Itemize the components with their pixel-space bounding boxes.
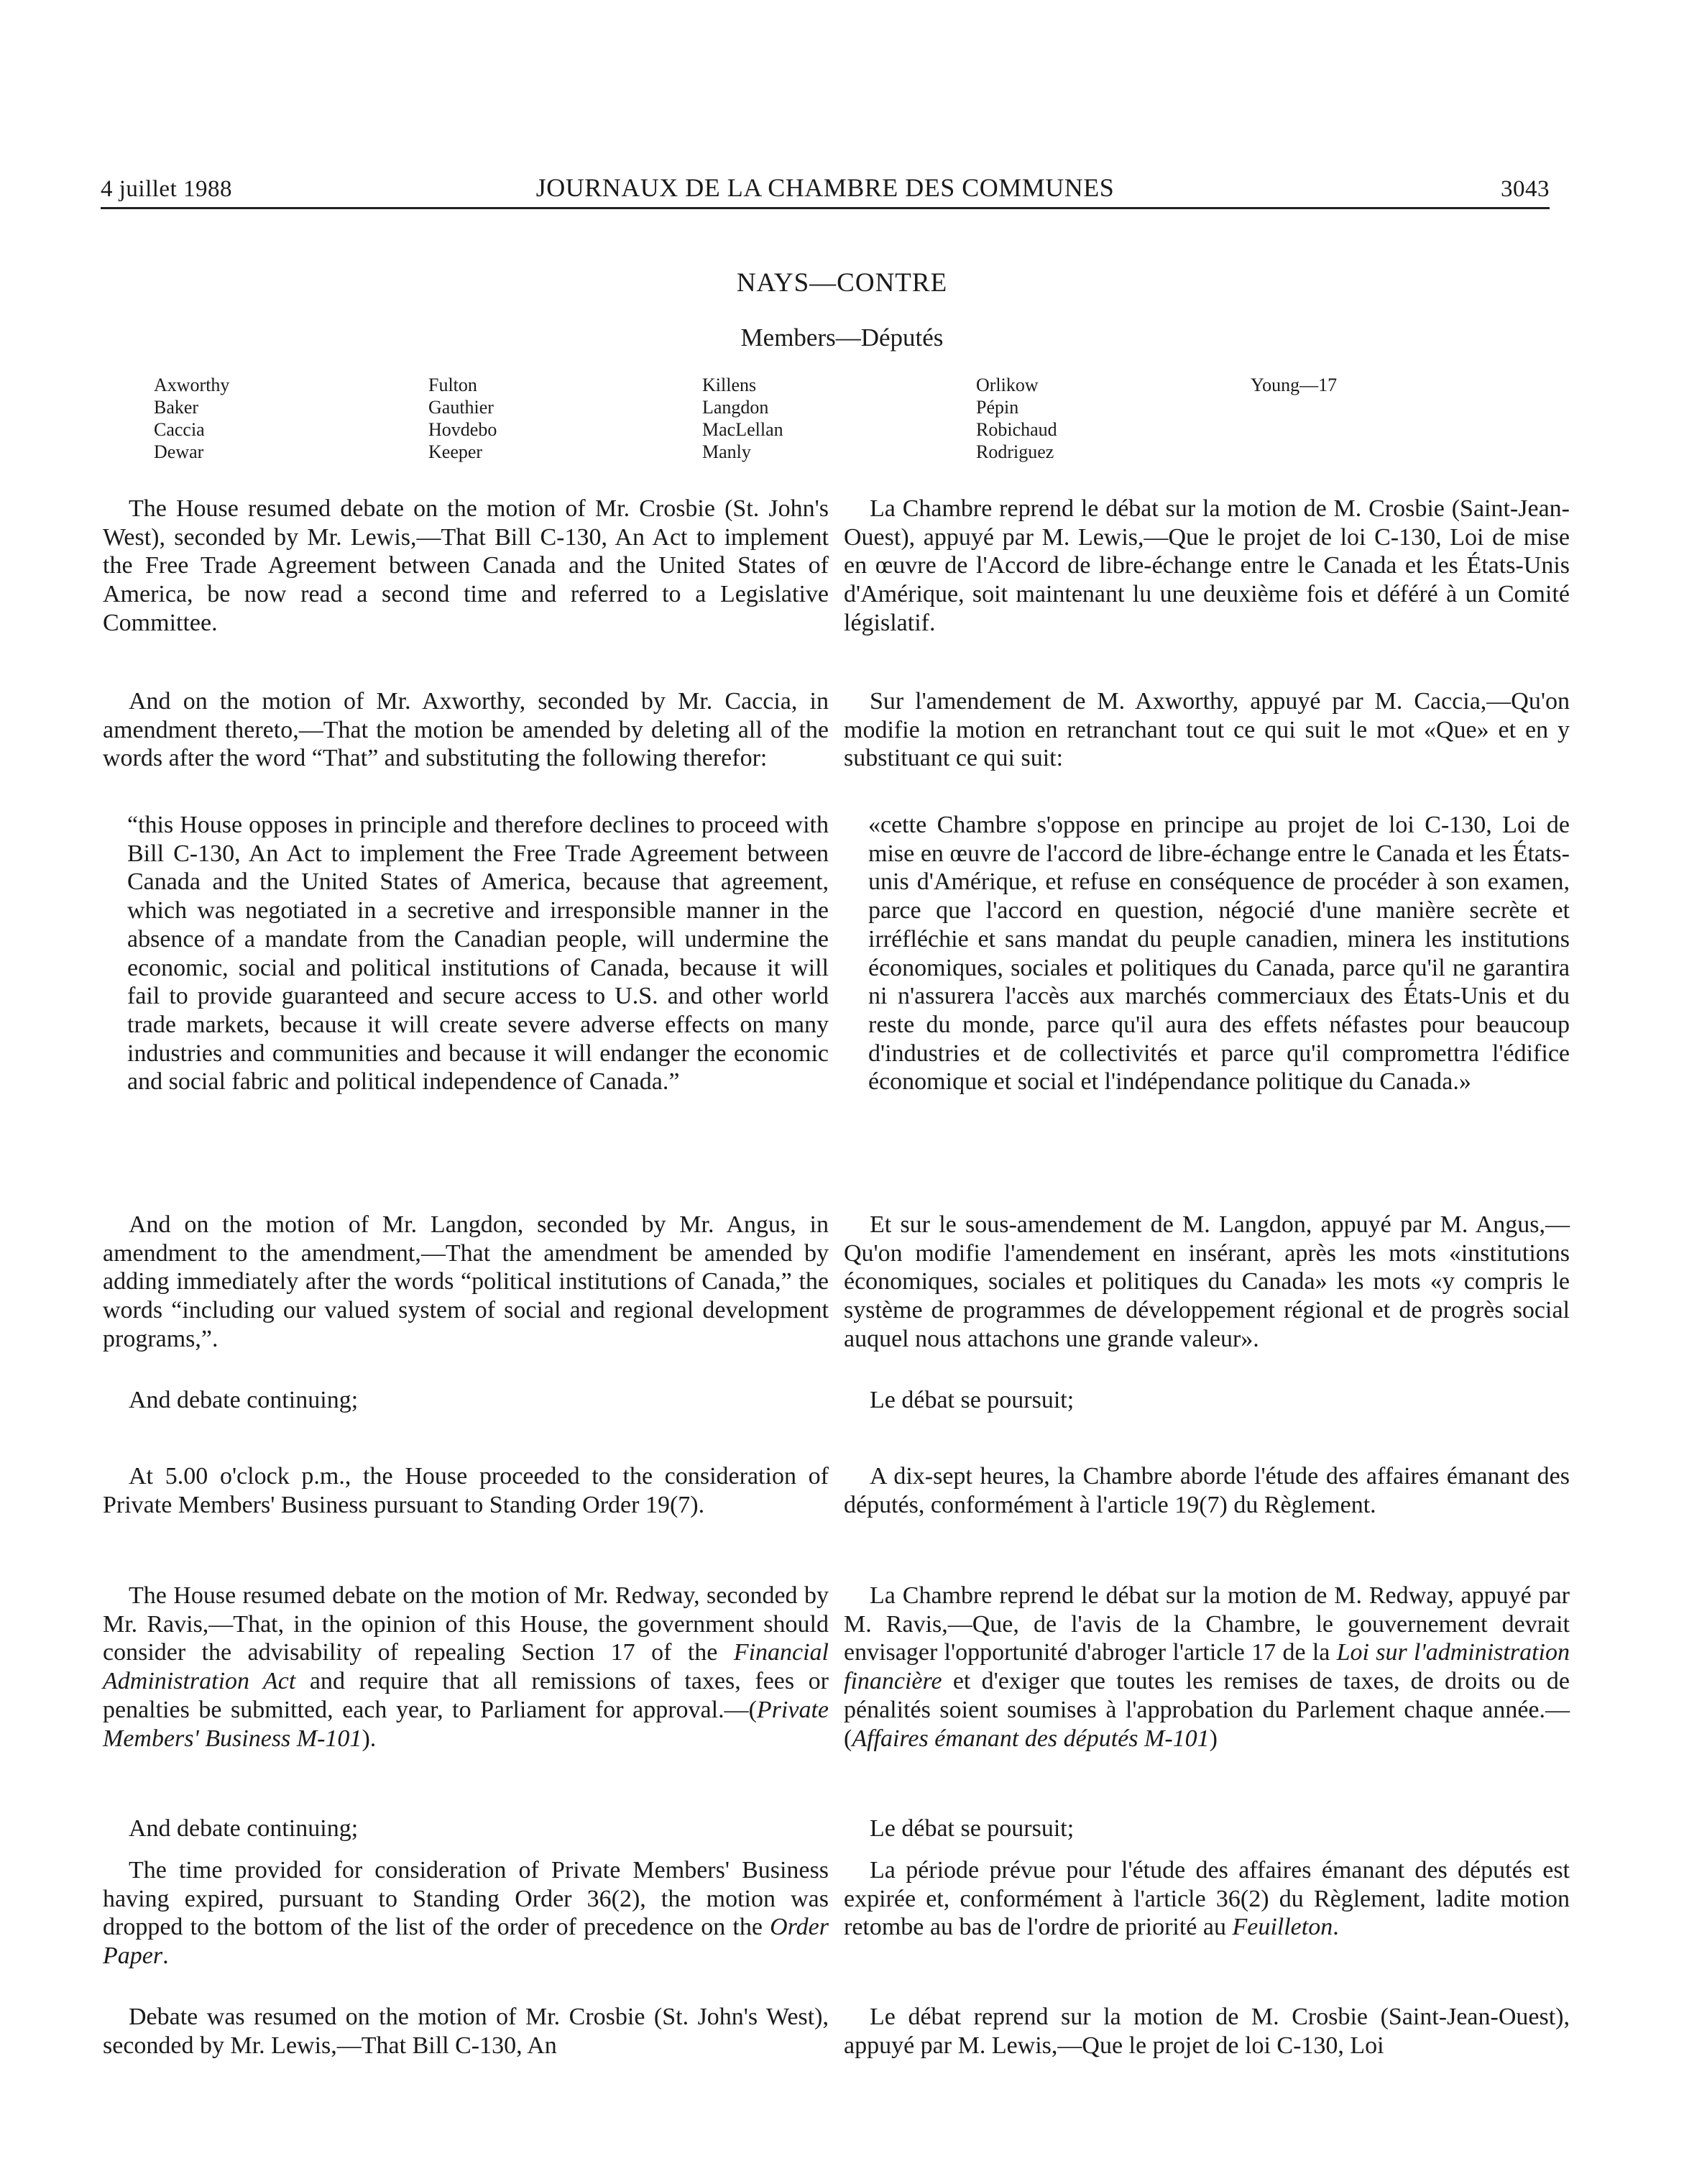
names-column-3 (702, 374, 783, 463)
en-paragraph-7 (103, 1582, 829, 1753)
member-name: Hovdebo (428, 419, 497, 440)
fr-paragraph-1: La Chambre reprend le débat sur la motion de M. Crosbie (Saint-Jean-Ouest), appuyé par M. Lewis,—Que le projet de loi C-130, Loi de mise en œuvre de l'Accord de libre-échange entre le Canada et les États-Unis d'Amérique, soit maintenant lu une deuxième fois et déféré à un Comité législatif. (844, 495, 1570, 636)
member-name: Axworthy (154, 375, 230, 395)
page-number: 3043 (1501, 176, 1550, 202)
header-title: JOURNAUX DE LA CHAMBRE DES COMMUNES (535, 173, 1115, 202)
vote-heading: NAYS—CONTRE (736, 268, 948, 298)
en-paragraph-1: The House resumed debate on the motion of Mr. Crosbie (St. John's West), seconded by Mr. Lewis,—That Bill C-130, An Act to implement the Free Trade Agreement between Canada and the United States of America, be now read a second time and referred to a Legislative Committee. (103, 495, 829, 636)
member-name: Langdon (702, 397, 769, 418)
header-date: 4 juillet 1988 (101, 176, 232, 202)
fr-paragraph-7 (844, 1582, 1570, 1753)
fr-p7-text: ) (1209, 1725, 1218, 1752)
member-name: Young—17 (1251, 375, 1338, 395)
vote-subheading: Members—Députés (740, 324, 944, 352)
member-name: Orlikow (976, 375, 1039, 395)
en-quoted-amendment: “this House opposes in principle and therefore declines to proceed with Bill C-130, An Act to implement the Free Trade Agreement between Canada and the United States of America, because that agreement, which was negotiated in a secretive and irresponsible manner in the absence of a mandate from the Canadian people, will undermine the economic, social and political institutions of Canada, because it will fail to provide guaranteed and secure access to U.S. and other world trade markets, because it will create severe adverse effects on many industries and communities and because it will endanger the economic and social fabric and political independence of Canada.” (127, 812, 829, 1096)
en-paragraph-4: And on the motion of Mr. Langdon, seconded by Mr. Angus, in amendment to the amendment,—That the amendment be amended by adding immediately after the words “political institutions of Canada,” the words “including our valued system of social and regional development programs,”. (103, 1211, 829, 1352)
fr-paragraph-8: Le débat se poursuit; (870, 1815, 1075, 1842)
en-paragraph-2: And on the motion of Mr. Axworthy, seconded by Mr. Caccia, in amendment thereto,—That the motion be amended by deleting all of the words after the word “That” and substituting the following therefor: (103, 688, 829, 772)
names-column-5 (1251, 374, 1337, 396)
en-p7-act-title: Financial Administration Act (103, 1639, 829, 1695)
en-paragraph-8: And debate continuing; (129, 1815, 359, 1842)
member-name: Dewar (154, 441, 204, 462)
member-name: Fulton (428, 375, 477, 395)
en-p9-text: . (162, 1942, 169, 1970)
en-p7-reference: Private Members' Business M-101 (103, 1696, 829, 1752)
member-name: Keeper (428, 441, 483, 462)
fr-p7-act-title: Loi sur l'administration financière (844, 1639, 1570, 1695)
member-name: MacLellan (702, 419, 783, 440)
en-p9-text: The time provided for consideration of Private Members' Business having expired, pursuant to Standing Order 36(2), the motion was dropped to the bottom of the list of the order of precedence on the (103, 1857, 829, 1941)
en-p7-text: The House resumed debate on the motion of Mr. Redway, seconded by Mr. Ravis,—That, in the opinion of this House, the government should consider the advisability of repealing Section 17 of the (103, 1582, 829, 1666)
en-paragraph-5: And debate continuing; (129, 1387, 359, 1413)
fr-p9-text: La période prévue pour l'étude des affaires émanant des députés est expirée et, conformément à l'article 36(2) du Règlement, ladite motion retombe au bas de l'ordre de priorité au (844, 1857, 1570, 1941)
member-name: Gauthier (428, 397, 494, 418)
en-paragraph-10: Debate was resumed on the motion of Mr. Crosbie (St. John's West), seconded by Mr. Lewis,—That Bill C-130, An (103, 2004, 829, 2059)
fr-paragraph-9 (844, 1856, 1570, 1942)
fr-p9-text: . (1333, 1914, 1339, 1941)
fr-p7-text: et d'exiger que toutes les remises de taxes, de droits ou de pénalités soient soumises à l'approbation du Parlement chaque année.—( (844, 1668, 1570, 1752)
fr-p7-reference: Affaires émanant des députés M-101 (852, 1725, 1210, 1752)
fr-paragraph-5: Le débat se poursuit; (870, 1387, 1075, 1413)
member-name: Rodriguez (976, 441, 1054, 462)
fr-p9-feuilleton: Feuilleton (1232, 1914, 1333, 1941)
names-column-1 (154, 374, 229, 463)
fr-quoted-amendment: «cette Chambre s'oppose en principe au projet de loi C-130, Loi de mise en œuvre de l'accord de libre-échange entre le Canada et les États-unis d'Amérique, et refuse en conséquence de procéder à son examen, parce que l'accord en question, négocié d'une manière secrète et irréfléchie et sans mandat du peuple canadien, minera les institutions économiques, sociales et politiques du Canada, parce qu'il ne garantira ni n'assurera l'accès aux marchés commerciaux des États-Unis et du reste du monde, parce qu'il aura des effets néfastes pour beaucoup d'industries et de collectivités et parce qu'il compromettra l'édifice économique et social et l'indépendance politique du Canada.» (868, 812, 1570, 1096)
en-p9-order-paper: Order Paper (103, 1914, 829, 1970)
member-name: Robichaud (976, 419, 1057, 440)
fr-paragraph-6: A dix-sept heures, la Chambre aborde l'étude des affaires émanant des députés, conformément à l'article 19(7) du Règlement. (844, 1463, 1570, 1518)
member-name: Manly (702, 441, 751, 462)
fr-paragraph-4: Et sur le sous-amendement de M. Langdon, appuyé par M. Angus,—Qu'on modifie l'amendement en insérant, après les mots «institutions économiques, sociales et politiques du Canada» les mots «y compris le système de programmes de développement régional et de progrès social auquel nous attachons une grande valeur». (844, 1211, 1570, 1352)
en-paragraph-6: At 5.00 o'clock p.m., the House proceeded to the consideration of Private Members' Business pursuant to Standing Order 19(7). (103, 1463, 829, 1518)
member-name: Caccia (154, 419, 205, 440)
running-header (101, 164, 1550, 209)
fr-paragraph-10: Le débat reprend sur la motion de M. Crosbie (Saint-Jean-Ouest), appuyé par M. Lewis,—Que le projet de loi C-130, Loi (844, 2004, 1570, 2059)
names-column-2 (428, 374, 497, 463)
fr-paragraph-2: Sur l'amendement de M. Axworthy, appuyé par M. Caccia,—Qu'on modifie la motion en retranchant tout ce qui suit le mot «Que» et en y substituant ce qui suit: (844, 688, 1570, 772)
en-p7-text: ). (362, 1725, 377, 1752)
fr-p7-text: La Chambre reprend le débat sur la motion de M. Redway, appuyé par M. Ravis,—Que, de l'avis de la Chambre, le gouvernement devrait envisager l'opportunité d'abroger l'article 17 de la (844, 1582, 1570, 1666)
en-paragraph-9 (103, 1856, 829, 1970)
names-column-4 (976, 374, 1057, 463)
member-name: Pépin (976, 397, 1019, 418)
member-name: Killens (702, 375, 757, 395)
en-p7-text: and require that all remissions of taxes, fees or penalties be submitted, each year, to Parliament for approval.—( (103, 1668, 829, 1723)
member-name: Baker (154, 397, 199, 418)
